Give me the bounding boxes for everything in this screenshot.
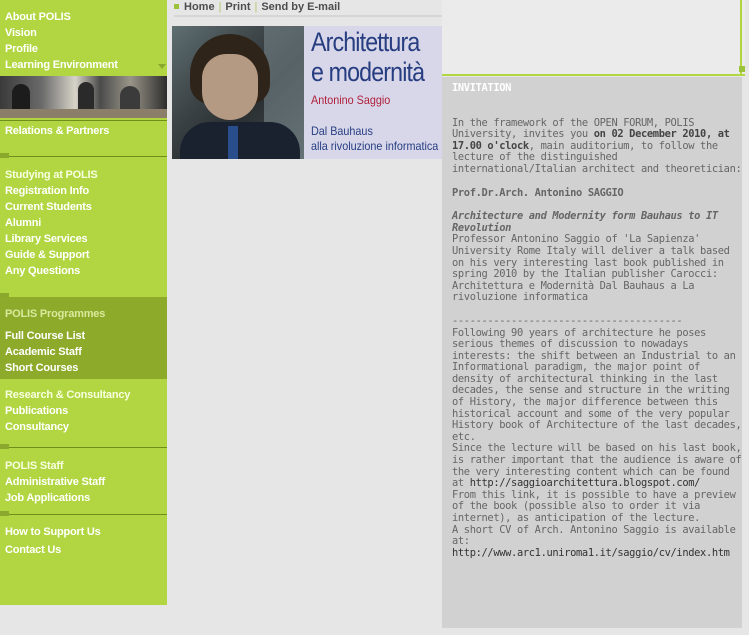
banner-title-line1: Architettura <box>311 27 420 57</box>
sidebar-heading-staff: POLIS Staff <box>5 460 64 472</box>
speaker-name: Prof.Dr.Arch. Antonino SAGGIO <box>452 186 624 199</box>
sidebar-heading-studying: Studying at POLIS <box>5 169 98 181</box>
nav-separator: | <box>254 1 258 13</box>
sidebar-item-vision[interactable]: Vision <box>5 27 37 39</box>
sidebar-marker <box>0 153 9 158</box>
banner-subtitle-line2: alla rivoluzione informatica <box>311 139 439 153</box>
banner-title-line2: e modernità <box>311 57 425 87</box>
top-nav-divider <box>174 15 476 17</box>
sidebar-classroom-photo <box>0 76 167 118</box>
event-date-time: on 02 December 2010, at 17.00 o'clock <box>452 128 730 152</box>
chevron-down-icon[interactable] <box>158 64 166 69</box>
sidebar-item-short-courses[interactable]: Short Courses <box>5 362 79 374</box>
book-note-text: Since the lecture will be based on his last book, is rather important that the audience is aware of the very interesting content which can be found at <box>452 442 742 490</box>
sidebar-marker <box>0 511 9 516</box>
print-link[interactable]: Print <box>225 1 251 13</box>
sidebar-item-consultancy[interactable]: Consultancy <box>5 421 69 433</box>
sidebar-item-academic-staff[interactable]: Academic Staff <box>5 346 82 358</box>
sidebar-item-alumni[interactable]: Alumni <box>5 217 42 229</box>
send-email-link[interactable]: Send by E-mail <box>261 1 341 13</box>
sidebar-item-administrative-staff[interactable]: Administrative Staff <box>5 476 105 488</box>
lecture-description: Professor Antonino Saggio of 'La Sapienza' University Rome Italy will deliver a talk based on his very interesting last book published in spring 2010 by the Italian publisher Carocci: Architettura e Modernità Dal Bauhaus a La rivoluzione informatica <box>452 233 730 304</box>
banner-title <box>311 27 426 87</box>
lecture-title: Architecture and Modernity form Bauhaus to IT Revolution <box>452 210 718 234</box>
speaker-photo <box>172 26 304 159</box>
sidebar-divider <box>0 120 167 121</box>
sidebar-divider <box>0 447 167 448</box>
invitation-heading: INVITATION <box>452 82 512 94</box>
sidebar-item-how-to-support[interactable]: How to Support Us <box>5 526 101 538</box>
sidebar-item-contact-us[interactable]: Contact Us <box>5 544 62 556</box>
banner-subtitle <box>311 124 438 154</box>
sidebar-group-staff <box>0 458 167 506</box>
sidebar-item-relations-partners[interactable]: Relations & Partners <box>5 125 110 137</box>
sidebar-nav <box>0 0 167 605</box>
banner-author: Antonino Saggio <box>311 93 391 107</box>
sidebar-group-about <box>0 9 167 73</box>
lecture-themes: Following 90 years of architecture he poses serious themes of discussion to nowadays interests: the shift between an Industrial to an Informational paradigm, the major point of density of architectural thinking in the last decades, the sense and structure in the writing of History, the major difference between this historical account and some of the very popular History book of Architecture of the last decades, etc. <box>452 326 742 443</box>
preview-note: From this link, it is possible to have a preview of the book (possible also to order it via internet), as anticipation of the lecture. <box>452 488 736 524</box>
sidebar-item-learning-environment[interactable]: Learning Environment <box>5 59 118 71</box>
sidebar-item-any-questions[interactable]: Any Questions <box>5 265 81 277</box>
sidebar-item-profile[interactable]: Profile <box>5 43 38 55</box>
cv-link[interactable]: http://www.arc1.uniroma1.it/saggio/cv/index.htm <box>452 546 730 559</box>
sidebar-item-job-applications[interactable]: Job Applications <box>5 492 91 504</box>
sidebar-group-relations <box>0 123 167 139</box>
sidebar-item-library-services[interactable]: Library Services <box>5 233 88 245</box>
banner-subtitle-line1: Dal Bauhaus <box>311 124 373 138</box>
invitation-intro <box>452 118 744 176</box>
bullet-icon <box>174 4 179 9</box>
lecture-banner <box>172 26 442 159</box>
intro-text: In the framework of the OPEN FORUM, POLIS University, invites you <box>452 116 695 141</box>
sidebar-group-programmes <box>0 297 167 379</box>
sidebar-item-registration-info[interactable]: Registration Info <box>5 185 89 197</box>
sidebar-item-full-course-list[interactable]: Full Course List <box>5 330 85 342</box>
sidebar-group-studying <box>0 167 167 279</box>
home-link[interactable]: Home <box>184 1 215 13</box>
sidebar-item-about-polis[interactable]: About POLIS <box>5 11 71 23</box>
sidebar-item-guide-support[interactable]: Guide & Support <box>5 249 90 261</box>
sidebar-item-publications[interactable]: Publications <box>5 405 68 417</box>
book-note <box>452 443 744 489</box>
blog-link[interactable]: http://saggioarchitettura.blogspot.com/ <box>469 477 701 490</box>
sidebar-heading-research: Research & Consultancy <box>5 389 131 401</box>
sidebar-group-support <box>0 524 167 558</box>
invitation-panel <box>442 77 742 628</box>
header-right-panel <box>442 0 745 76</box>
text-divider: --------------------------------------- <box>452 314 683 327</box>
cv-note: A short CV of Arch. Antonino Saggio is available at: <box>452 523 736 548</box>
sidebar-divider <box>0 514 167 515</box>
sidebar-item-current-students[interactable]: Current Students <box>5 201 92 213</box>
invitation-text <box>452 83 744 559</box>
sidebar-group-research <box>0 387 167 435</box>
top-utility-nav <box>174 0 340 15</box>
intro-text-cont: , main auditorium, to follow the lecture of the distinguished international/Italian architect and theoretician: <box>452 139 742 175</box>
sidebar-marker <box>0 444 9 449</box>
nav-separator: | <box>218 1 222 13</box>
sidebar-heading-programmes: POLIS Programmes <box>5 308 106 320</box>
sidebar-divider <box>0 156 167 157</box>
